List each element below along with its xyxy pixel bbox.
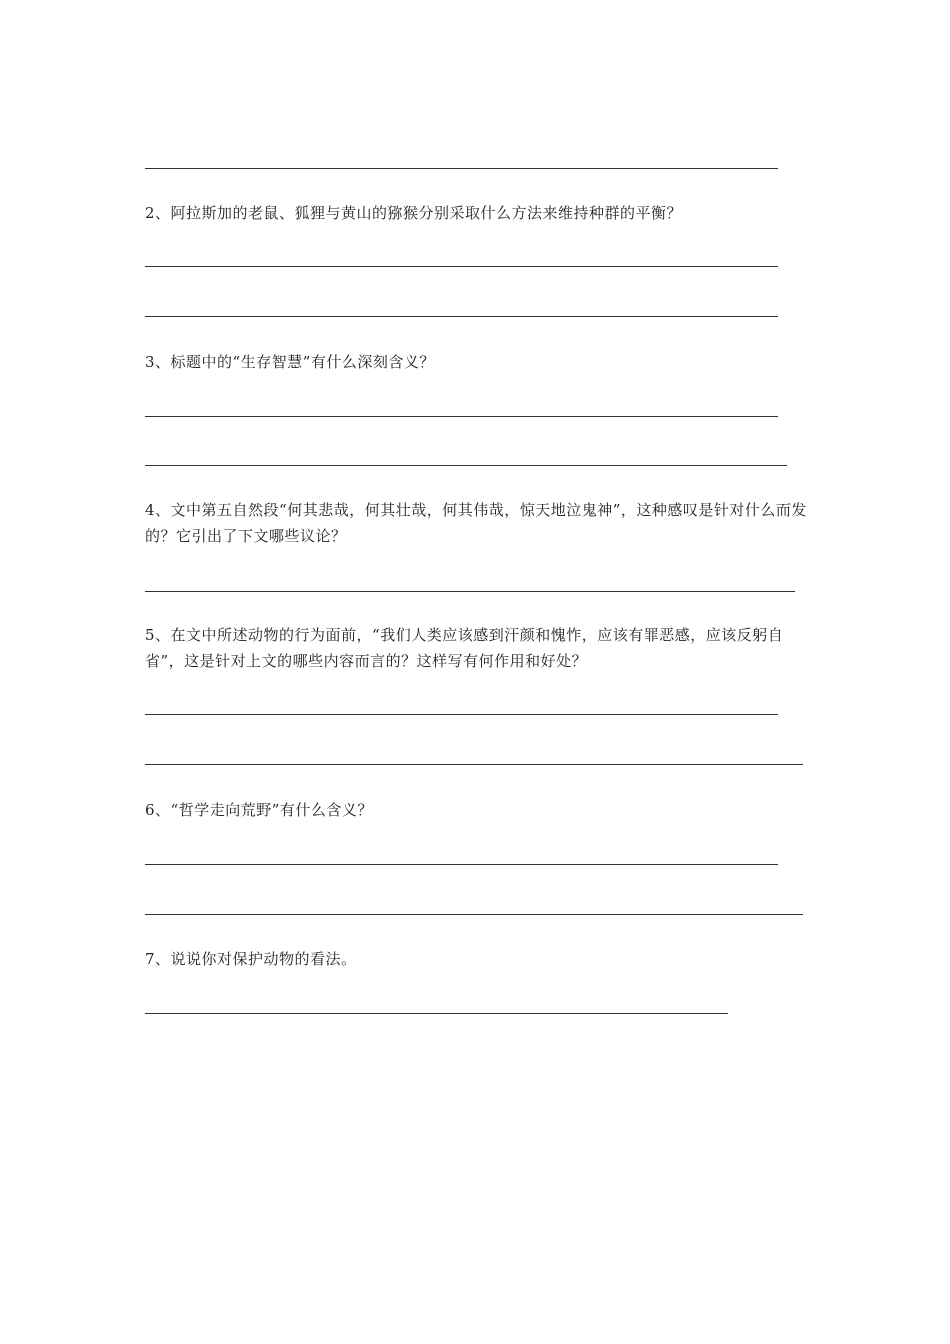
answer-line[interactable] bbox=[145, 316, 778, 317]
question-6: 6、“哲学走向荒野”有什么含义？ bbox=[145, 801, 373, 819]
answer-line[interactable] bbox=[145, 465, 787, 466]
question-5: 5、在文中所述动物的行为面前，“我们人类应该感到汗颜和愧怍，应该有罪恶感，应该反躬自省”，这是针对上文的哪些内容而言的？这样写有何作用和好处？ bbox=[145, 626, 784, 670]
question-7: 7、说说你对保护动物的看法。 bbox=[145, 950, 357, 968]
question-4: 4、文中第五自然段“何其悲哉，何其壮哉，何其伟哉，惊天地泣鬼神”，这种感叹是针对什么而发的？它引出了下文哪些议论？ bbox=[145, 501, 807, 545]
question-2: 2、阿拉斯加的老鼠、狐狸与黄山的猕猴分别采取什么方法来维持种群的平衡？ bbox=[145, 204, 683, 222]
answer-line[interactable] bbox=[145, 714, 778, 715]
answer-line[interactable] bbox=[145, 764, 803, 765]
answer-line[interactable] bbox=[145, 266, 778, 267]
answer-line[interactable] bbox=[145, 591, 795, 592]
answer-line[interactable] bbox=[145, 416, 778, 417]
answer-line[interactable] bbox=[145, 864, 778, 865]
answer-line[interactable] bbox=[145, 1013, 728, 1014]
answer-line[interactable] bbox=[145, 168, 778, 169]
question-3: 3、标题中的“生存智慧”有什么深刻含义？ bbox=[145, 353, 435, 371]
answer-line[interactable] bbox=[145, 914, 803, 915]
